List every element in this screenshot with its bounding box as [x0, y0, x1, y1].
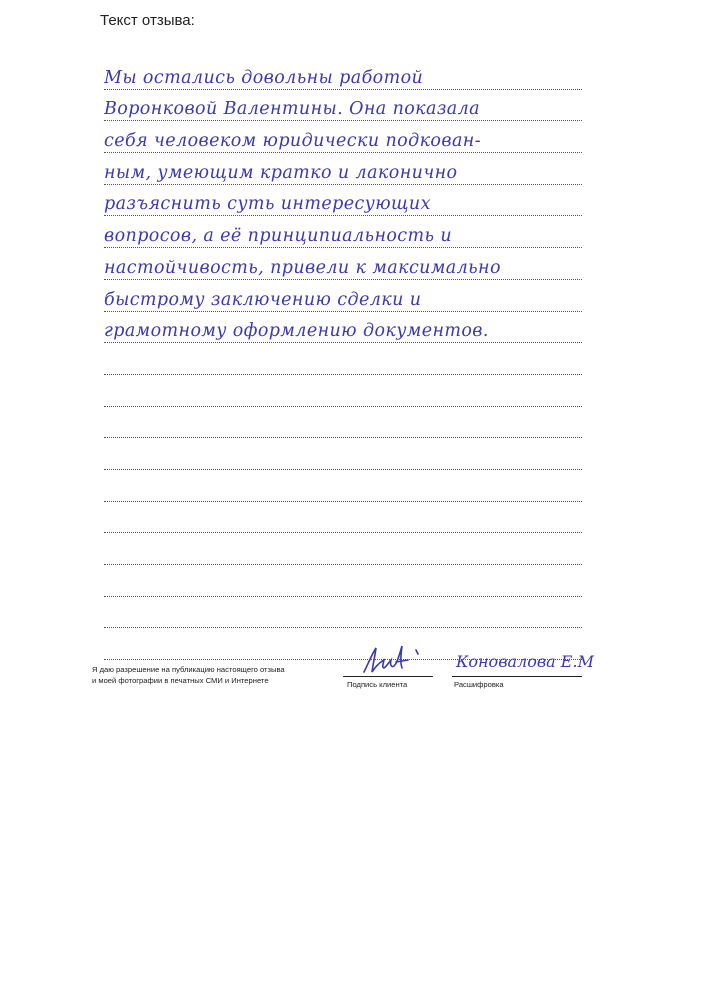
consent-text — [92, 664, 285, 686]
review-line-text: грамотному оформлению документов. — [104, 321, 489, 342]
review-line — [104, 407, 582, 439]
review-line-text: вопросов, а её принципиальность и — [104, 226, 453, 247]
review-line — [104, 312, 582, 344]
review-line-text: разъяснить суть интересующих — [104, 194, 431, 215]
review-line — [104, 565, 582, 597]
review-line-text: быстрому заключению сделки и — [104, 289, 422, 310]
review-line — [104, 470, 582, 502]
review-line — [104, 438, 582, 470]
review-line — [104, 121, 582, 153]
review-line — [104, 502, 582, 534]
client-signature — [358, 644, 428, 678]
review-line — [104, 533, 582, 565]
review-line-text: настойчивость, привели к максимально — [104, 257, 501, 278]
review-line-text: Мы остались довольны работой — [104, 67, 424, 88]
consent-line-2: и моей фотографии в печатных СМИ и Интернете — [92, 676, 269, 685]
review-line — [104, 58, 582, 90]
review-line-text: себя человеком юридически подкован- — [104, 131, 482, 152]
review-line — [104, 343, 582, 375]
decipher-label: Расшифровка — [454, 680, 504, 689]
review-line — [104, 216, 582, 248]
review-line-text: ным, умеющим кратко и лаконично — [104, 162, 458, 183]
review-line — [104, 597, 582, 629]
review-line-text: Воронковой Валентины. Она показала — [104, 99, 481, 120]
review-line — [104, 375, 582, 407]
review-line — [104, 153, 582, 185]
review-line — [104, 90, 582, 122]
decipher-line — [452, 676, 582, 677]
review-line — [104, 185, 582, 217]
review-lines — [104, 58, 582, 660]
signature-line — [343, 676, 433, 677]
consent-line-1: Я даю разрешение на публикацию настоящего отзыва — [92, 665, 285, 674]
form-title: Текст отзыва: — [100, 12, 195, 29]
decipher-value: Коновалова Е.М — [456, 652, 594, 671]
review-line — [104, 248, 582, 280]
signature-label: Подпись клиента — [347, 680, 408, 689]
review-line — [104, 280, 582, 312]
